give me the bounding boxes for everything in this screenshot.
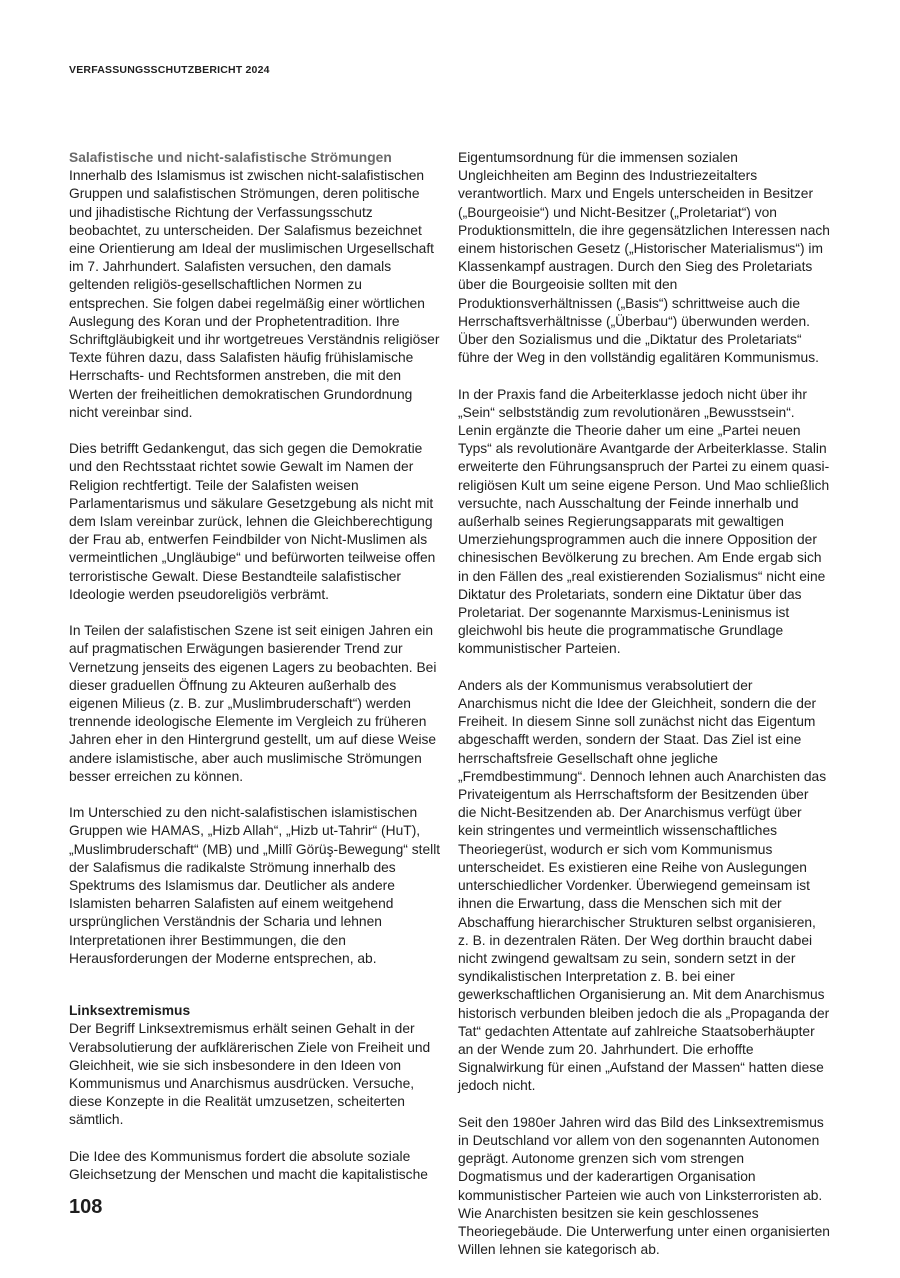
paragraph: Der Begriff Linksextremismus erhält seinen Gehalt in der Verabsolutierung der aufklärerischen Ziele von Freiheit und Gleichheit, wie sie sich insbesondere in den Ideen von Kommunismus und Anarchismus ausdrücken. Versuche, diese Konzepte in die Realität umzusetzen, scheiterten sämtlich. xyxy=(69,1021,431,1128)
paragraph: Dies betrifft Gedankengut, das sich gegen die Demokratie und den Rechtsstaat richtet sowie Gewalt im Namen der Religion rechtfertigt. Teile der Salafisten weisen Parlamentarismus und säkulare Gesetzgebung als nicht mit dem Islam vereinbar zurück, lehnen die Gleichberechtigung der Frau ab, entwerfen Feindbilder von Nicht-Muslimen als vermeintlichen „Ungläubige“ und befürworten teilweise offen terroristische Gewalt. Diese Bestandteile salafistischer Ideologie werden pseudoreligiös verbrämt. xyxy=(69,441,436,602)
paragraph: Seit den 1980er Jahren wird das Bild des Linksextremismus in Deutschland vor allem von den sogenannten Autonomen geprägt. Autonome grenzen sich vom strengen Dogmatismus und der kaderartigen Organisation kommunistischer Parteien wie auch von Linksterroristen ab. Wie Anarchisten besitzen sie kein geschlossenes Theoriegebäude. Die Unterwerfung unter einen organisierten Willen lehnen sie kategorisch ab. xyxy=(458,1114,830,1258)
paragraph: Eigentumsordnung für die immensen sozialen Ungleichheiten am Beginn des Industriezeitalters verantwortlich. Marx und Engels unterscheiden in Besitzer („Bourgeoisie“) und Nicht-Besitzer („Proletariat“) von Produktionsmitteln, die ihre gegensätzlichen Interessen nach einem historischen Gesetz („Historischer Materialismus“) im Klassenkampf austragen. Durch den Sieg des Proletariats über die Bourgeoisie sollten mit den Produktionsverhältnissen („Basis“) schrittweise auch die Herrschaftsverhältnisse („Überbau“) überwunden werden. Über den Sozialismus und die „Diktatur des Proletariats“ führe der Weg in den vollständig egalitären Kommunismus. xyxy=(458,150,830,366)
running-header: VERFASSUNGSSCHUTZBERICHT 2024 xyxy=(69,64,270,76)
paragraph: Innerhalb des Islamismus ist zwischen nicht-salafistischen Gruppen und salafistischen Strömungen, deren politische und jihadistische Richtung der Verfassungsschutz beobachtet, zu unterscheiden. Der Salafismus bezeichnet eine Orientierung am Ideal der muslimischen Urgesellschaft im 7. Jahrhundert. Salafisten versuchen, den damals geltenden religiös-gesellschaftlichen Normen zu entsprechen. Sie folgen dabei regelmäßig einer wörtlichen Auslegung des Koran und der Prophetentradition. Ihre Schriftgläubigkeit und ihr wortgetreues Verständnis religiöser Texte führen dazu, dass Salafisten häufig frühislamische Herrschafts- und Rechtsformen anstreben, die mit den Werten der freiheitlichen demokratischen Grundordnung nicht vereinbar sind. xyxy=(69,168,440,420)
paragraph: Die Idee des Kommunismus fordert die absolute soziale Gleichsetzung der Menschen und macht die kapitalistische xyxy=(69,1148,428,1182)
page-number: 108 xyxy=(69,1196,103,1218)
section-block xyxy=(69,1002,441,1184)
paragraph: In der Praxis fand die Arbeiterklasse jedoch nicht über ihr „Sein“ selbstständig zum revolutionären „Bewusstsein“. Lenin ergänzte die Theorie daher um eine „Partei neuen Typs“ als revolutionäre Avantgarde der Arbeiterklasse. Stalin erweiterte den Führungsanspruch der Partei zu einem quasi-religiösen Kult um seine eigene Person. Und Mao schließlich versuchte, nach Ausschaltung der Feinde innerhalb und außerhalb seines Regierungsapparats mit gewaltigen Umerziehungsprogrammen auch die innere Opposition der chinesischen Bevölkerung zu brechen. Am Ende ergab sich in den Fällen des „real existierenden Sozialismus“ nicht eine Diktatur des Proletariats, sondern eine Diktatur über das Proletariat. Der sogenannte Marxismus-Leninismus ist gleichwohl bis heute die programmatische Grundlage kommunistischer Parteien. xyxy=(458,386,830,657)
paragraph: In Teilen der salafistischen Szene ist seit einigen Jahren ein auf pragmatischen Erwägungen basierender Trend zur Vernetzung jenseits des eigenen Lagers zu beobachten. Bei dieser graduellen Öffnung zu Akteuren außerhalb des eigenen Milieus (z. B. zur „Muslimbruderschaft“) werden trennende ideologische Elemente im Vergleich zu früheren Jahren eher in den Hintergrund gestellt, um auf diese Weise andere islamistische, aber auch muslimische Strömungen besser erreichen zu können. xyxy=(69,623,437,784)
paragraph: Anders als der Kommunismus verabsolutiert der Anarchismus nicht die Idee der Gleichheit, sondern die der Freiheit. In diesem Sinne soll zunächst nicht das Eigentum abgeschafft werden, sondern der Staat. Das Ziel ist eine herrschaftsfreie Gesellschaft ohne jegliche „Fremdbestimmung“. Dennoch lehnen auch Anarchisten das Privateigentum als Herrschaftsform der Besitzenden über die Nicht-Besitzenden ab. Der Anarchismus verfügt über kein stringentes und vermeintlich wissenschaftliches Theoriegerüst, wodurch er sich vom Kommunismus unterscheidet. Es existieren eine Reihe von Auslegungen unterschiedlicher Vordenker. Überwiegend gemeinsam ist ihnen die Erwartung, dass die Menschen sich mit der Abschaffung hierarchischer Strukturen selbst organisieren, z. B. in dezentralen Räten. Der Weg dorthin braucht dabei nicht zwingend gewaltsam zu sein, sondern setzt in der syndikalistischen Interpretation z. B. bei einer gewerkschaftlichen Organisierung an. Mit dem Anarchismus historisch verbunden bleiben jedoch die als „Propaganda der Tat“ gedachten Attentate auf zahlreiche Staatsoberhäupter an der Wende zum 20. Jahrhundert. Die erhoffte Signalwirkung für einen „Aufstand der Massen“ hatten diese jedoch nicht. xyxy=(458,677,830,1094)
paragraph: Im Unterschied zu den nicht-salafistischen islamistischen Gruppen wie HAMAS, „Hizb Allah“, „Hizb ut-Tahrir“ (HuT), „Muslimbruderschaft“ (MB) und „Millî Görüş-Bewegung“ stellt der Salafismus die radikalste Strömung innerhalb des Spektrums des Islamismus dar. Deutlicher als andere Islamisten beharren Salafisten auf einem weitgehend ursprünglichen Verständnis der Scharia und lehnen Interpretationen ihrer Bestimmungen, die den Herausforderungen der Moderne entsprechen, ab. xyxy=(69,805,441,966)
section-heading: Linksextremismus xyxy=(69,1003,191,1019)
right-column xyxy=(458,149,830,1278)
left-column xyxy=(69,149,441,1202)
section-subheading: Salafistische und nicht-salafistische Strömungen xyxy=(69,150,392,165)
